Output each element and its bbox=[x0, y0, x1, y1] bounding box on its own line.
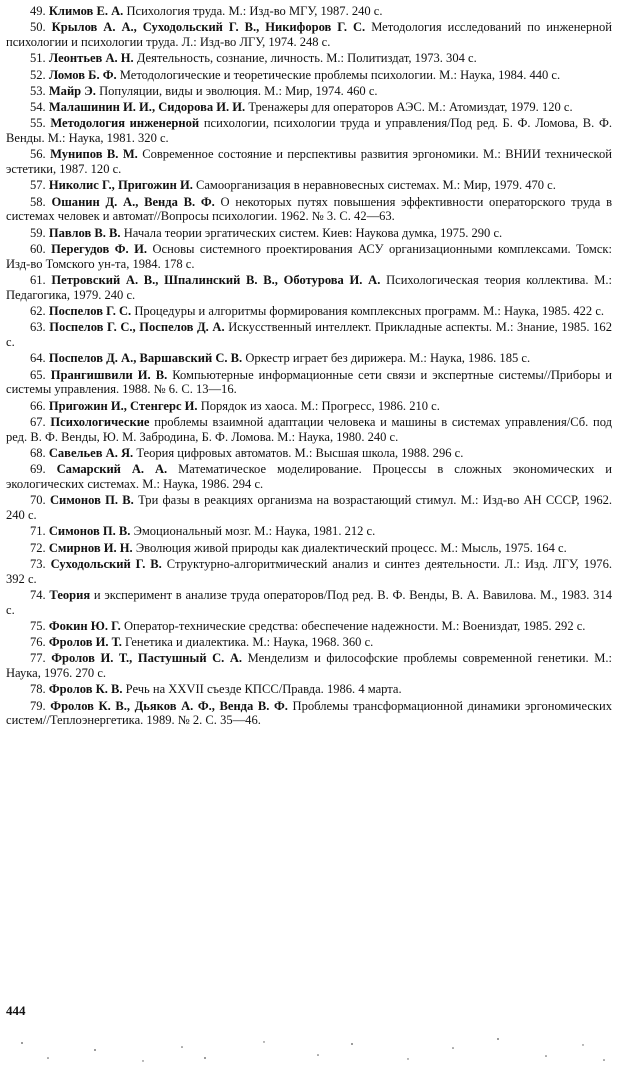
reference-number: 59. bbox=[30, 225, 46, 240]
bibliography-list bbox=[6, 4, 612, 728]
reference-item bbox=[6, 588, 612, 617]
reference-number: 50. bbox=[30, 20, 46, 35]
reference-number: 68. bbox=[30, 445, 46, 460]
reference-text: Основы системного проектирования АСУ организационными комплексами. Томск: Изд-во Томского ун-та, 1984. 178 с. bbox=[6, 242, 613, 271]
reference-text: Порядок из хаоса. М.: Прогресс, 1986. 210 с. bbox=[200, 398, 440, 413]
reference-authors: Фролов К. В. bbox=[48, 682, 123, 697]
reference-authors: Методология инженерной bbox=[50, 116, 200, 131]
reference-text: Эволюция живой природы как диалектический процесс. М.: Мысль, 1975. 164 с. bbox=[135, 540, 567, 555]
reference-authors: Ломов Б. Ф. bbox=[48, 67, 117, 82]
reference-item bbox=[6, 273, 612, 302]
reference-text: О некоторых путях повышения эффективности операторского труда в системах человек и автомат//Вопросы психологии. 1962. № 3. С. 42—63. bbox=[6, 194, 613, 224]
reference-item bbox=[6, 195, 612, 224]
reference-text: Менделизм и философские проблемы современной генетики. М.: Наука, 1976. 270 с. bbox=[6, 651, 612, 681]
reference-number: 70. bbox=[30, 493, 46, 508]
reference-number: 76. bbox=[30, 635, 46, 650]
page-number: 444 bbox=[6, 1003, 26, 1018]
reference-item bbox=[6, 242, 612, 271]
reference-text: Психология труда. М.: Изд-во МГУ, 1987. 240 с. bbox=[126, 4, 383, 18]
reference-item bbox=[6, 493, 612, 522]
reference-number: 49. bbox=[30, 4, 46, 18]
reference-number: 63. bbox=[30, 320, 46, 335]
reference-authors: Теория bbox=[49, 587, 91, 602]
reference-number: 67. bbox=[30, 414, 46, 429]
reference-item bbox=[6, 557, 612, 586]
reference-item bbox=[6, 541, 612, 556]
reference-item bbox=[6, 116, 612, 145]
reference-number: 79. bbox=[30, 698, 46, 713]
reference-item bbox=[6, 368, 612, 397]
reference-number: 60. bbox=[30, 242, 46, 257]
reference-authors: Пригожин И., Стенгерс И. bbox=[48, 398, 198, 413]
reference-item bbox=[6, 226, 612, 241]
reference-text: Проблемы трансформационной динамики эргономических систем//Теплоэнергетика. 1989. № 2. С. 35—46. bbox=[6, 698, 613, 728]
reference-item bbox=[6, 415, 612, 444]
reference-authors: Поспелов Г. С. bbox=[48, 304, 132, 319]
reference-number: 57. bbox=[30, 178, 46, 193]
reference-number: 71. bbox=[30, 524, 46, 539]
reference-text: Эмоциональный мозг. М.: Наука, 1981. 212 с. bbox=[133, 524, 376, 539]
reference-item bbox=[6, 462, 612, 491]
reference-authors: Климов Е. А. bbox=[48, 4, 124, 18]
reference-number: 77. bbox=[30, 651, 46, 666]
reference-item bbox=[6, 651, 612, 680]
reference-number: 72. bbox=[30, 540, 46, 555]
reference-authors: Поспелов Г. С., Поспелов Д. А. bbox=[49, 320, 225, 335]
reference-authors: Крылов А. А., Суходольский Г. В., Никифоров Г. С. bbox=[51, 20, 366, 35]
reference-text: Оркестр играет без дирижера. М.: Наука, 1986. 185 с. bbox=[245, 351, 531, 366]
reference-authors: Павлов В. В. bbox=[48, 225, 121, 240]
reference-item bbox=[6, 399, 612, 414]
reference-item bbox=[6, 446, 612, 461]
reference-number: 78. bbox=[30, 682, 46, 697]
reference-number: 58. bbox=[30, 194, 46, 209]
reference-item bbox=[6, 351, 612, 366]
reference-text: Три фазы в реакциях организма на возрастающий стимул. М.: Изд-во АН СССР, 1962. 240 с. bbox=[6, 493, 613, 522]
reference-text: Методологические и теоретические проблемы психологии. М.: Наука, 1984. 440 с. bbox=[119, 67, 561, 82]
reference-text: Генетика и диалектика. М.: Наука, 1968. 360 с. bbox=[125, 635, 374, 650]
reference-text: Методология исследований по инженерной психологии и психологии труда. Л.: Изд-во ЛГУ, 1974. 248 с. bbox=[6, 20, 612, 49]
reference-authors: Фокин Ю. Г. bbox=[48, 618, 121, 633]
reference-item bbox=[6, 635, 612, 650]
reference-authors: Леонтьев А. Н. bbox=[48, 51, 134, 66]
reference-item bbox=[6, 68, 612, 83]
reference-text: Теория цифровых автоматов. М.: Высшая школа, 1988. 296 с. bbox=[136, 445, 464, 460]
reference-authors: Симонов П. В. bbox=[49, 493, 134, 508]
reference-number: 65. bbox=[30, 367, 46, 382]
reference-number: 64. bbox=[30, 351, 46, 366]
reference-authors: Николис Г., Пригожин И. bbox=[48, 178, 193, 193]
reference-text: Тренажеры для операторов АЭС. М.: Атомиздат, 1979. 120 с. bbox=[248, 100, 573, 115]
reference-authors: Фролов И. Т. bbox=[48, 635, 122, 650]
reference-text: Оператор-технические средства: обеспечение надежности. М.: Воениздат, 1985. 292 с. bbox=[123, 618, 586, 633]
reference-number: 62. bbox=[30, 304, 46, 319]
reference-text: психологии, психологии труда и управления/Под ред. Б. Ф. Ломова, В. Ф. Венды. М.: Наука, 1981. 320 с. bbox=[6, 116, 613, 146]
reference-authors: Ошанин Д. А., Венда В. Ф. bbox=[51, 194, 215, 209]
reference-number: 55. bbox=[30, 116, 46, 131]
reference-text: Психологическая теория коллектива. М.: Педагогика, 1979. 240 с. bbox=[6, 273, 612, 302]
reference-text: Самоорганизация в неравновесных системах. М.: Мир, 1979. 470 с. bbox=[195, 178, 556, 193]
reference-number: 66. bbox=[30, 398, 46, 413]
reference-authors: Суходольский Г. В. bbox=[50, 556, 162, 571]
reference-item bbox=[6, 4, 612, 19]
reference-item bbox=[6, 682, 612, 697]
reference-authors: Малашинин И. И., Сидорова И. И. bbox=[48, 100, 246, 115]
reference-number: 74. bbox=[30, 587, 46, 602]
reference-number: 56. bbox=[30, 147, 46, 162]
reference-authors: Фролов К. В., Дьяков А. Ф., Венда В. Ф. bbox=[50, 698, 288, 713]
reference-authors: Фролов И. Т., Пастушный С. А. bbox=[51, 651, 243, 666]
reference-number: 51. bbox=[30, 51, 46, 66]
scan-specks bbox=[0, 1020, 620, 1066]
reference-authors: Савельев А. Я. bbox=[48, 445, 134, 460]
reference-item bbox=[6, 147, 612, 176]
reference-authors: Симонов П. В. bbox=[48, 524, 131, 539]
reference-number: 53. bbox=[30, 83, 46, 98]
reference-item bbox=[6, 100, 612, 115]
reference-authors: Самарский А. А. bbox=[56, 462, 168, 477]
reference-text: Структурно-алгоритмический анализ и синтез деятельности. Л.: Изд. ЛГУ, 1976. 392 с. bbox=[6, 556, 612, 586]
reference-authors: Мунипов В. М. bbox=[50, 147, 138, 162]
reference-item bbox=[6, 524, 612, 539]
reference-item bbox=[6, 178, 612, 193]
reference-number: 52. bbox=[30, 67, 46, 82]
reference-text: Начала теории эргатических систем. Киев: Наукова думка, 1975. 290 с. bbox=[123, 225, 503, 240]
reference-item bbox=[6, 51, 612, 66]
reference-authors: Психологические bbox=[50, 414, 150, 429]
reference-number: 54. bbox=[30, 100, 46, 115]
reference-authors: Поспелов Д. А., Варшавский С. В. bbox=[48, 351, 243, 366]
reference-authors: Перегудов Ф. И. bbox=[51, 242, 148, 257]
reference-authors: Майр Э. bbox=[48, 83, 96, 98]
reference-item bbox=[6, 699, 612, 728]
reference-item bbox=[6, 20, 612, 49]
reference-item bbox=[6, 320, 612, 349]
reference-text: Речь на XXVII съезде КПСС/Правда. 1986. 4 марта. bbox=[125, 682, 402, 697]
reference-text: и эксперимент в анализе труда операторов/Под ред. В. Ф. Венды, В. А. Вавилова. М., 1983. 314 с. bbox=[6, 587, 612, 617]
reference-authors: Прангишвили И. В. bbox=[50, 367, 168, 382]
reference-text: Деятельность, сознание, личность. М.: Политиздат, 1973. 304 с. bbox=[136, 51, 477, 66]
reference-authors: Петровский А. В., Шпалинский В. В., Оботурова И. А. bbox=[51, 273, 381, 288]
reference-number: 73. bbox=[30, 556, 46, 571]
reference-number: 69. bbox=[30, 462, 46, 477]
reference-text: проблемы взаимной адаптации человека и машины в системах управления/Сб. под ред. В. Ф. Венды, Ю. М. Забродина, Б. Ф. Ломова. М.: Наука, 1980. 240 с. bbox=[6, 414, 613, 444]
reference-item bbox=[6, 84, 612, 99]
reference-text: Искусственный интеллект. Прикладные аспекты. М.: Знание, 1985. 162 с. bbox=[6, 320, 612, 350]
reference-item bbox=[6, 304, 612, 319]
reference-authors: Смирнов И. Н. bbox=[48, 540, 133, 555]
reference-text: Современное состояние и перспективы развития эргономики. М.: ВНИИ технической эстетики, 1987. 120 с. bbox=[6, 147, 612, 177]
reference-number: 61. bbox=[30, 273, 46, 288]
reference-number: 75. bbox=[30, 618, 46, 633]
reference-text: Математическое моделирование. Процессы в сложных экономических и экологических системах. М.: Наука, 1986. 294 с. bbox=[6, 462, 612, 491]
reference-text: Процедуры и алгоритмы формирования комплексных программ. М.: Наука, 1985. 422 с. bbox=[134, 304, 605, 319]
reference-item bbox=[6, 619, 612, 634]
reference-text: Компьютерные информационные сети связи и экспертные системы//Приборы и системы управления. 1988. № 6. С. 13—16. bbox=[6, 367, 612, 397]
reference-text: Популяции, виды и эволюция. М.: Мир, 1974. 460 с. bbox=[99, 83, 378, 98]
